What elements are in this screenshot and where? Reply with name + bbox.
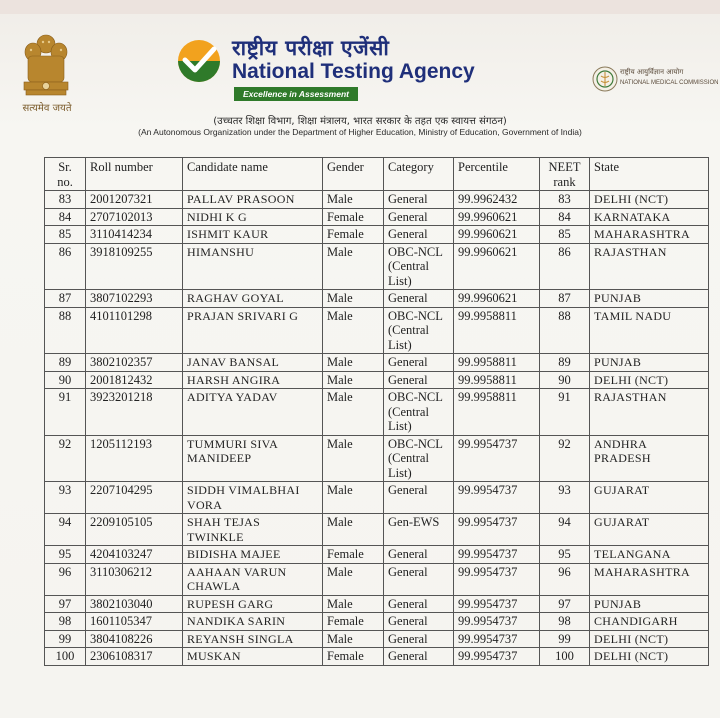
cell-sr: 99 (45, 630, 86, 648)
cell-state: TAMIL NADU (590, 307, 709, 354)
results-table-container (44, 157, 708, 666)
cell-percentile: 99.9954737 (454, 482, 540, 514)
cell-category: General (384, 208, 454, 226)
table-row (45, 290, 709, 308)
cell-sr: 84 (45, 208, 86, 226)
cell-roll-number: 3110306212 (86, 563, 183, 595)
table-row (45, 371, 709, 389)
cell-category: General (384, 226, 454, 244)
subtitle-hindi: (उच्चतर शिक्षा विभाग, शिक्षा मंत्रालय, भारत सरकार के तहत एक स्वायत्त संगठन) (213, 116, 507, 127)
cell-state: GUJARAT (590, 482, 709, 514)
cell-percentile: 99.9954737 (454, 648, 540, 666)
cell-candidate-name: AAHAAN VARUN CHAWLA (183, 563, 323, 595)
cell-sr: 91 (45, 389, 86, 436)
cell-percentile: 99.9954737 (454, 595, 540, 613)
nmc-logo-icon (592, 66, 618, 92)
cell-roll-number: 2207104295 (86, 482, 183, 514)
cell-state: DELHI (NCT) (590, 371, 709, 389)
top-band (0, 0, 720, 14)
cell-gender: Male (323, 371, 384, 389)
cell-gender: Male (323, 563, 384, 595)
column-header-roll: Roll number (86, 158, 183, 191)
nta-title-english: National Testing Agency (232, 60, 475, 83)
cell-roll-number: 3802102357 (86, 354, 183, 372)
cell-state: DELHI (NCT) (590, 630, 709, 648)
cell-state: CHANDIGARH (590, 613, 709, 631)
cell-gender: Male (323, 482, 384, 514)
cell-roll-number: 4101101298 (86, 307, 183, 354)
cell-neet-rank: 88 (540, 307, 590, 354)
cell-sr: 95 (45, 546, 86, 564)
table-row (45, 389, 709, 436)
cell-roll-number: 2707102013 (86, 208, 183, 226)
cell-category: General (384, 354, 454, 372)
table-row (45, 514, 709, 546)
cell-category: General (384, 595, 454, 613)
table-row (45, 613, 709, 631)
cell-percentile: 99.9960621 (454, 243, 540, 290)
cell-percentile: 99.9960621 (454, 208, 540, 226)
cell-candidate-name: RAGHAV GOYAL (183, 290, 323, 308)
table-row (45, 208, 709, 226)
cell-state: PUNJAB (590, 595, 709, 613)
cell-roll-number: 3804108226 (86, 630, 183, 648)
cell-state: RAJASTHAN (590, 389, 709, 436)
cell-state: GUJARAT (590, 514, 709, 546)
cell-category: OBC-NCL (Central List) (384, 243, 454, 290)
cell-candidate-name: NIDHI K G (183, 208, 323, 226)
cell-percentile: 99.9962432 (454, 191, 540, 209)
cell-state: MAHARASHTRA (590, 563, 709, 595)
table-row (45, 546, 709, 564)
nta-tagline: Excellence in Assessment (234, 87, 358, 101)
cell-sr: 90 (45, 371, 86, 389)
cell-state: PUNJAB (590, 354, 709, 372)
cell-gender: Male (323, 290, 384, 308)
cell-neet-rank: 91 (540, 389, 590, 436)
column-header-gender: Gender (323, 158, 384, 191)
cell-gender: Female (323, 208, 384, 226)
cell-candidate-name: TUMMURI SIVA MANIDEEP (183, 435, 323, 482)
column-header-rank: NEET rank (540, 158, 590, 191)
cell-roll-number: 3802103040 (86, 595, 183, 613)
cell-neet-rank: 96 (540, 563, 590, 595)
cell-candidate-name: RUPESH GARG (183, 595, 323, 613)
cell-sr: 89 (45, 354, 86, 372)
cell-candidate-name: JANAV BANSAL (183, 354, 323, 372)
column-header-name: Candidate name (183, 158, 323, 191)
cell-category: OBC-NCL (Central List) (384, 307, 454, 354)
cell-gender: Female (323, 226, 384, 244)
cell-candidate-name: PALLAV PRASOON (183, 191, 323, 209)
cell-category: General (384, 630, 454, 648)
cell-category: OBC-NCL (Central List) (384, 435, 454, 482)
cell-candidate-name: HIMANSHU (183, 243, 323, 290)
cell-sr: 86 (45, 243, 86, 290)
cell-candidate-name: BIDISHA MAJEE (183, 546, 323, 564)
cell-candidate-name: ISHMIT KAUR (183, 226, 323, 244)
cell-state: DELHI (NCT) (590, 191, 709, 209)
nmc-name-hindi: राष्ट्रीय आयुर्विज्ञान आयोग (620, 68, 684, 76)
cell-neet-rank: 89 (540, 354, 590, 372)
cell-category: General (384, 290, 454, 308)
nta-logo-icon (176, 38, 222, 84)
cell-sr: 100 (45, 648, 86, 666)
cell-state: PUNJAB (590, 290, 709, 308)
cell-candidate-name: SHAH TEJAS TWINKLE (183, 514, 323, 546)
cell-percentile: 99.9954737 (454, 514, 540, 546)
cell-roll-number: 4204103247 (86, 546, 183, 564)
cell-roll-number: 1601105347 (86, 613, 183, 631)
table-row (45, 243, 709, 290)
cell-candidate-name: PRAJAN SRIVARI G (183, 307, 323, 354)
cell-state: ANDHRA PRADESH (590, 435, 709, 482)
cell-neet-rank: 99 (540, 630, 590, 648)
column-header-sr: Sr. no. (45, 158, 86, 191)
cell-roll-number: 3918109255 (86, 243, 183, 290)
cell-category: OBC-NCL (Central List) (384, 389, 454, 436)
table-row (45, 648, 709, 666)
cell-sr: 87 (45, 290, 86, 308)
cell-sr: 97 (45, 595, 86, 613)
table-row (45, 435, 709, 482)
cell-candidate-name: ADITYA YADAV (183, 389, 323, 436)
cell-neet-rank: 95 (540, 546, 590, 564)
cell-neet-rank: 83 (540, 191, 590, 209)
cell-state: RAJASTHAN (590, 243, 709, 290)
cell-category: General (384, 546, 454, 564)
cell-category: General (384, 482, 454, 514)
table-row (45, 482, 709, 514)
table-row (45, 563, 709, 595)
cell-neet-rank: 98 (540, 613, 590, 631)
cell-candidate-name: SIDDH VIMALBHAI VORA (183, 482, 323, 514)
cell-category: General (384, 191, 454, 209)
cell-neet-rank: 86 (540, 243, 590, 290)
column-header-state: State (590, 158, 709, 191)
cell-percentile: 99.9954737 (454, 546, 540, 564)
subtitle-english: (An Autonomous Organization under the Department of Higher Education, Ministry of Education, Government of India) (138, 127, 582, 137)
cell-roll-number: 3110414234 (86, 226, 183, 244)
table-row (45, 307, 709, 354)
cell-sr: 85 (45, 226, 86, 244)
cell-percentile: 99.9958811 (454, 371, 540, 389)
cell-gender: Female (323, 546, 384, 564)
column-header-category: Category (384, 158, 454, 191)
cell-gender: Female (323, 648, 384, 666)
cell-gender: Male (323, 243, 384, 290)
cell-category: General (384, 563, 454, 595)
cell-candidate-name: MUSKAN (183, 648, 323, 666)
table-row (45, 595, 709, 613)
table-row (45, 354, 709, 372)
cell-gender: Male (323, 514, 384, 546)
cell-percentile: 99.9958811 (454, 389, 540, 436)
cell-candidate-name: REYANSH SINGLA (183, 630, 323, 648)
cell-candidate-name: NANDIKA SARIN (183, 613, 323, 631)
cell-state: KARNATAKA (590, 208, 709, 226)
cell-state: TELANGANA (590, 546, 709, 564)
cell-percentile: 99.9958811 (454, 307, 540, 354)
cell-candidate-name: HARSH ANGIRA (183, 371, 323, 389)
cell-category: Gen-EWS (384, 514, 454, 546)
table-body (45, 191, 709, 666)
cell-roll-number: 2209105105 (86, 514, 183, 546)
table-row (45, 191, 709, 209)
cell-percentile: 99.9958811 (454, 354, 540, 372)
cell-sr: 98 (45, 613, 86, 631)
cell-sr: 93 (45, 482, 86, 514)
cell-category: General (384, 648, 454, 666)
cell-gender: Male (323, 435, 384, 482)
cell-category: General (384, 371, 454, 389)
cell-neet-rank: 84 (540, 208, 590, 226)
cell-gender: Male (323, 630, 384, 648)
cell-percentile: 99.9954737 (454, 613, 540, 631)
cell-neet-rank: 90 (540, 371, 590, 389)
cell-roll-number: 3923201218 (86, 389, 183, 436)
cell-gender: Male (323, 595, 384, 613)
cell-roll-number: 1205112193 (86, 435, 183, 482)
cell-percentile: 99.9954737 (454, 435, 540, 482)
cell-neet-rank: 87 (540, 290, 590, 308)
cell-sr: 92 (45, 435, 86, 482)
cell-state: MAHARASHTRA (590, 226, 709, 244)
cell-neet-rank: 100 (540, 648, 590, 666)
cell-gender: Female (323, 613, 384, 631)
cell-roll-number: 2306108317 (86, 648, 183, 666)
cell-percentile: 99.9960621 (454, 290, 540, 308)
national-emblem-icon (18, 30, 74, 110)
table-header-row (45, 158, 709, 191)
cell-neet-rank: 97 (540, 595, 590, 613)
cell-percentile: 99.9954737 (454, 630, 540, 648)
cell-percentile: 99.9954737 (454, 563, 540, 595)
cell-state: DELHI (NCT) (590, 648, 709, 666)
cell-sr: 94 (45, 514, 86, 546)
cell-neet-rank: 94 (540, 514, 590, 546)
cell-roll-number: 2001812432 (86, 371, 183, 389)
cell-category: General (384, 613, 454, 631)
cell-gender: Male (323, 389, 384, 436)
cell-sr: 88 (45, 307, 86, 354)
table-row (45, 630, 709, 648)
cell-neet-rank: 92 (540, 435, 590, 482)
column-header-percentile: Percentile (454, 158, 540, 191)
cell-gender: Male (323, 191, 384, 209)
cell-percentile: 99.9960621 (454, 226, 540, 244)
cell-gender: Male (323, 307, 384, 354)
cell-sr: 96 (45, 563, 86, 595)
cell-neet-rank: 85 (540, 226, 590, 244)
cell-gender: Male (323, 354, 384, 372)
cell-roll-number: 3807102293 (86, 290, 183, 308)
cell-sr: 83 (45, 191, 86, 209)
nmc-name-english: NATIONAL MEDICAL COMMISSION (620, 80, 719, 86)
cell-neet-rank: 93 (540, 482, 590, 514)
emblem-motto: सत्यमेव जयते (22, 103, 72, 114)
cell-roll-number: 2001207321 (86, 191, 183, 209)
table-row (45, 226, 709, 244)
nta-title-hindi: राष्ट्रीय परीक्षा एजेंसी (232, 36, 390, 60)
results-table (44, 157, 709, 666)
